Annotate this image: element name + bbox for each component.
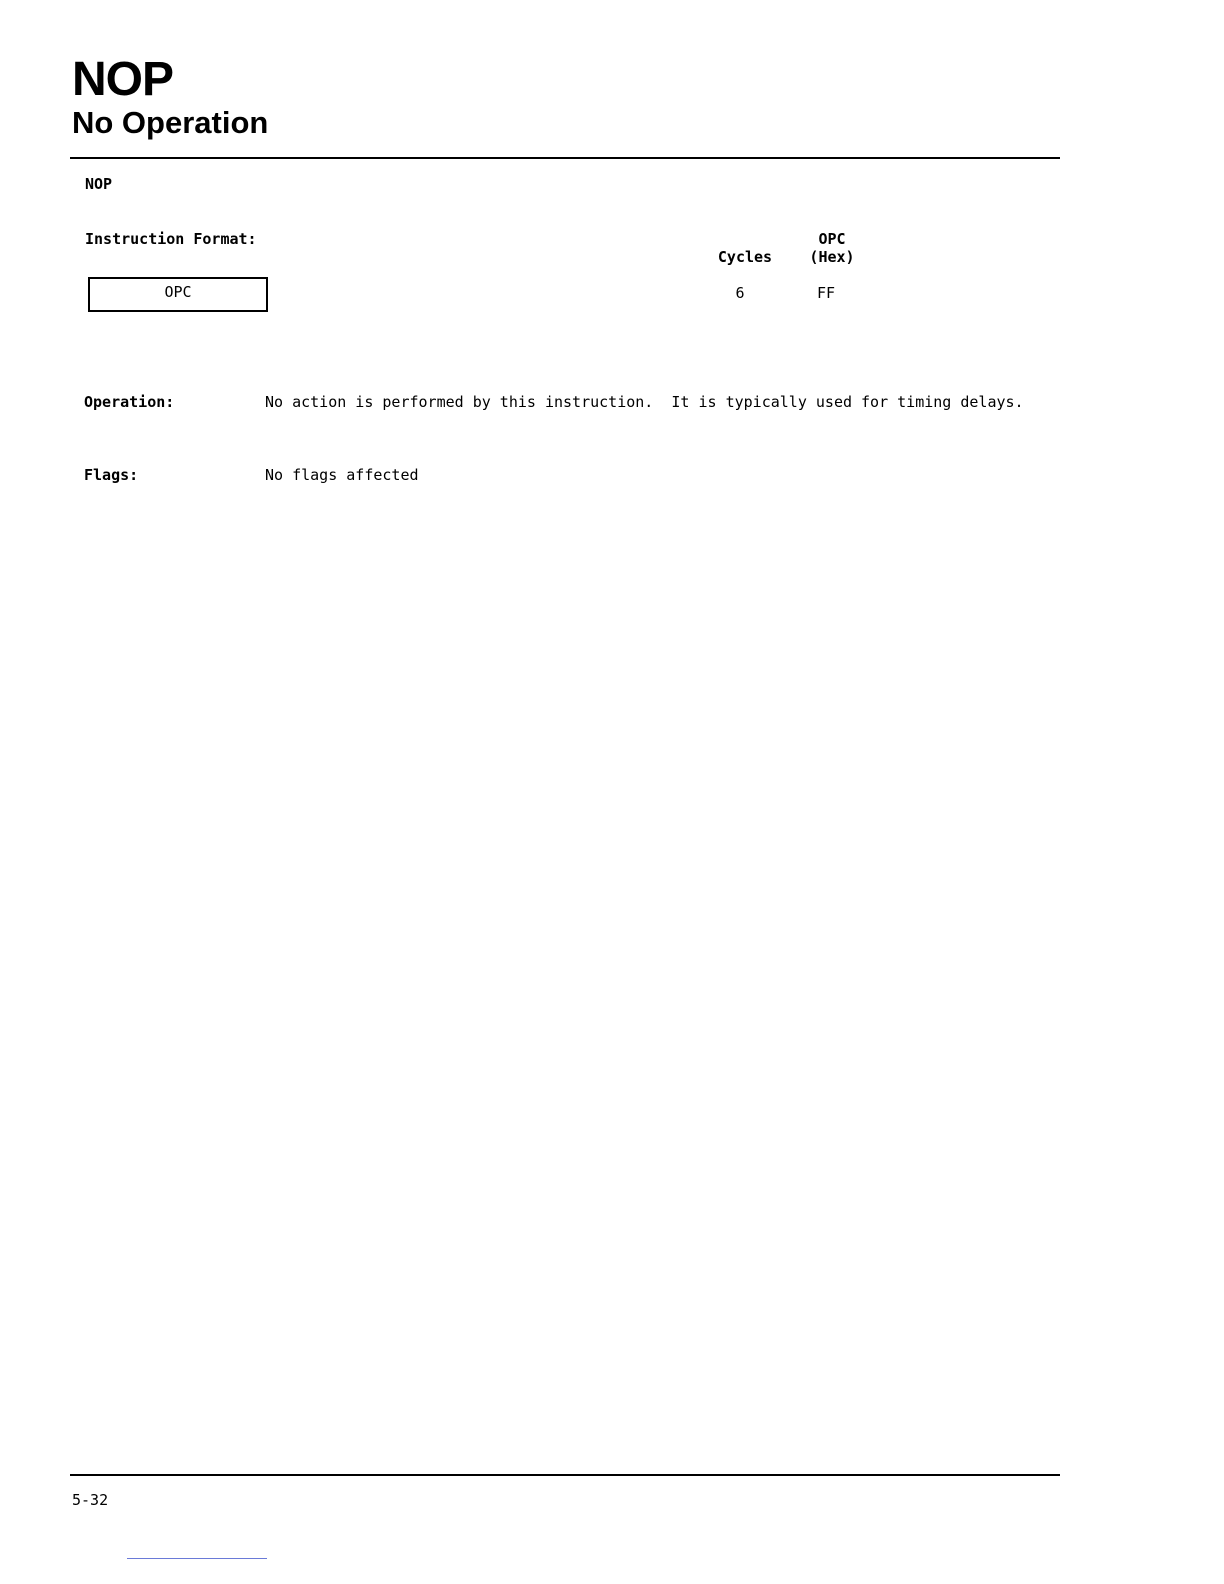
page-title: NOP [72, 53, 174, 106]
cycles-column-header: Cycles [717, 248, 773, 266]
opcode-field-box [88, 277, 268, 312]
footer-mark [127, 1558, 267, 1559]
opcode-field-label: OPC [164, 283, 192, 301]
operation-label: Operation: [84, 393, 175, 411]
flags-description: No flags affected [265, 466, 419, 484]
header-divider [70, 157, 1060, 159]
page-subtitle: No Operation [72, 105, 269, 140]
page-number: 5-32 [72, 1491, 109, 1509]
syntax-line: NOP [85, 175, 113, 193]
opc-header-line1: OPC [818, 230, 846, 248]
footer-divider [70, 1474, 1060, 1476]
opc-header-line2: (Hex) [809, 248, 855, 266]
operation-description: No action is performed by this instruction. It is typically used for timing delays. [265, 393, 1024, 411]
opc-value: FF [816, 284, 836, 302]
opc-column-header [796, 230, 868, 266]
instruction-format-label: Instruction Format: [85, 230, 257, 248]
cycles-value: 6 [735, 284, 745, 302]
flags-label: Flags: [84, 466, 139, 484]
